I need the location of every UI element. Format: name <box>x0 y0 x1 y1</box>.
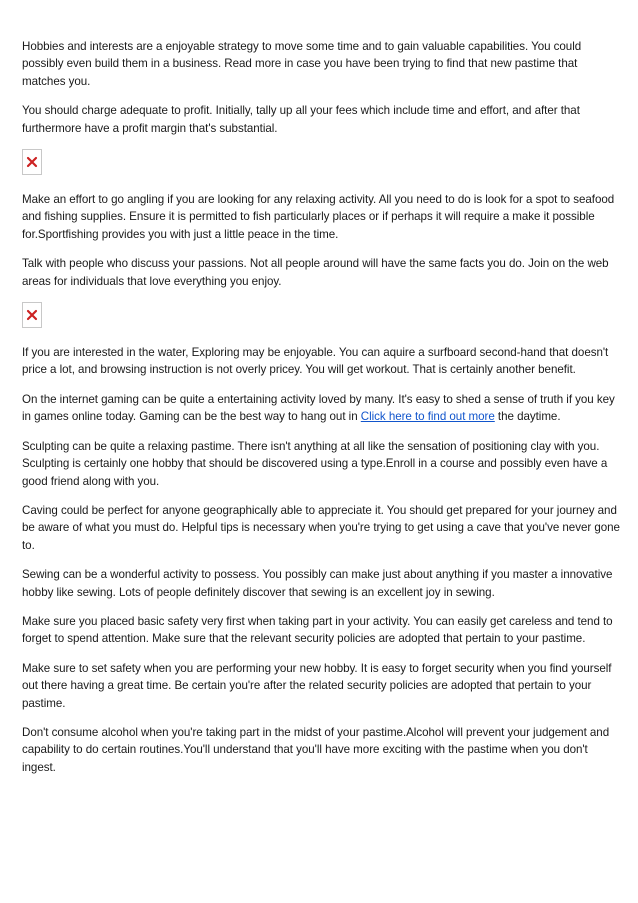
paragraph-surfing: If you are interested in the water, Exploring may be enjoyable. You can aquire a surfboard second-hand that doesn't price a lot, and browsing instruction is not overly pricey. You will get workout. That is certainly another benefit. <box>22 346 609 377</box>
paragraph-profit: You should charge adequate to profit. Initially, tally up all your fees which include time and effort, and after that furthermore have a profit margin that's substantial. <box>22 104 580 135</box>
paragraph-intro: Hobbies and interests are a enjoyable strategy to move some time and to gain valuable capabilities. You could possibly even build them in a business. Read more in case you have been trying to find that new pastime that matches you. <box>22 40 582 88</box>
paragraph-safety-hobby: Make sure to set safety when you are performing your new hobby. It is easy to forget security when you find yourself out there having a great time. Be certain you're after the related security policies are adopted that pertain to your pastime. <box>22 661 612 710</box>
paragraph-angling: Make an effort to go angling if you are looking for any relaxing activity. All you need to do is look for a spot to seafood and fishing supplies. Ensure it is permitted to fish particularly places or if perhaps it will require a make it possible for.Sportfishing provides you with just a little peace in the time. <box>22 193 615 241</box>
click-here-link[interactable]: Click here to find out more <box>360 410 495 424</box>
paragraph-sewing: Sewing can be a wonderful activity to possess. You possibly can make just about anything if you master a innovative hobby like sewing. Lots of people definitely discover that sewing is an excellent joy in sewing. <box>22 568 613 599</box>
paragraph-gaming-tail: the daytime. <box>494 410 561 424</box>
broken-image-icon <box>22 302 42 328</box>
paragraph-safety-first: Make sure you placed basic safety very first when taking part in your activity. You can easily get careless and tend to forget to spend attention. Make sure that the relevant security policies are adopted that pertain to your pastime. <box>22 614 613 646</box>
paragraph-passions: Talk with people who discuss your passions. Not all people around will have the same facts you do. Join on the web areas for individuals that love everything you enjoy. <box>22 257 609 288</box>
paragraph-alcohol: Don't consume alcohol when you're taking part in the midst of your pastime.Alcohol will prevent your judgement and capability to do certain routines.You'll understand that you'll have more exciting with the pastime when you don't ingest. <box>22 725 610 774</box>
paragraph-gaming-text: On the internet gaming can be quite a entertaining activity loved by many. It's easy to shed a sense of truth if you key in games online today. Gaming can be the best way to hang out in <box>22 392 615 424</box>
paragraph-gaming <box>22 391 622 426</box>
paragraph-caving: Caving could be perfect for anyone geographically able to appreciate it. You should get prepared for your journey and be aware of what you must do. Helpful tips is necessary when you're trying to get using a cave that you've never gone to. <box>22 503 620 552</box>
document-body <box>22 38 622 788</box>
broken-image-icon <box>22 149 42 175</box>
paragraph-sculpting: Sculpting can be quite a relaxing pastime. There isn't anything at all like the sensation of positioning clay with you. Sculpting is certainly one hobby that should be discovered using a type.Enroll in a course and possibly even have a good friend along with you. <box>22 439 608 488</box>
